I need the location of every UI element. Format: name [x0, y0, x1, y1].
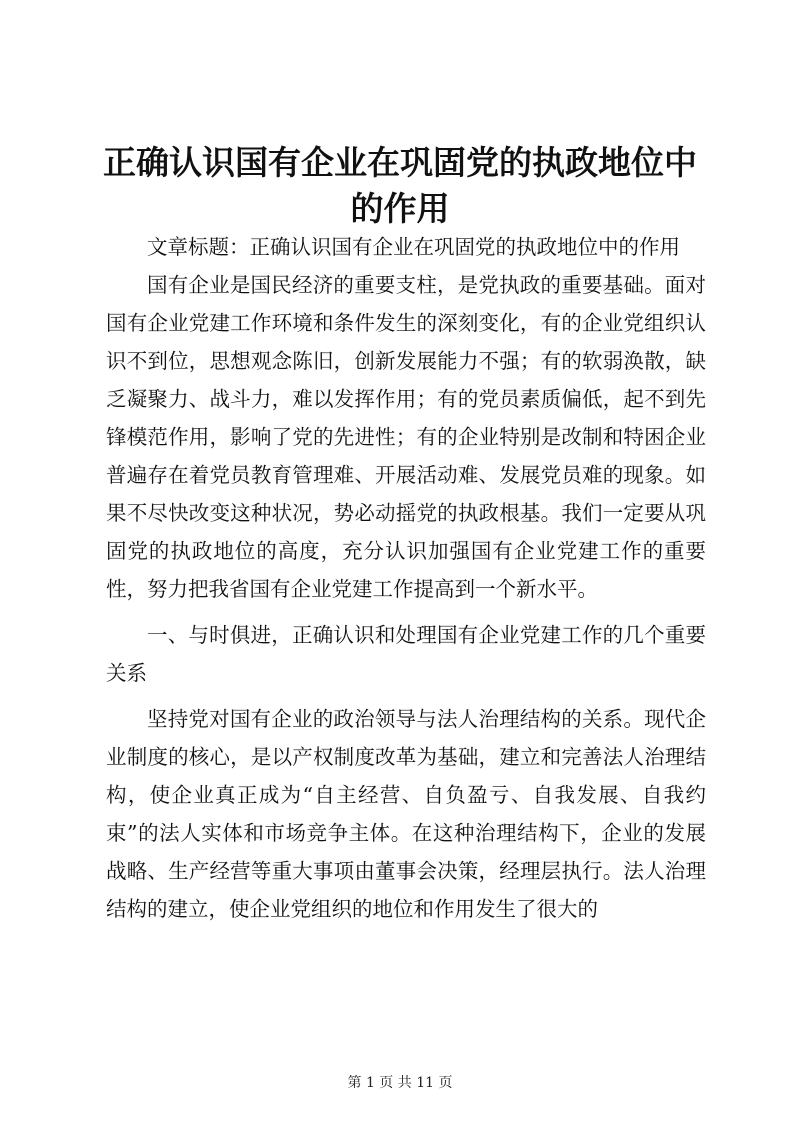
- page-number-footer: 第 1 页 共 11 页: [347, 1075, 453, 1091]
- document-body: [106, 228, 706, 928]
- document-title: 正确认识国有企业在巩固党的执政地位中的作用: [103, 143, 697, 228]
- intro-paragraph: 国有企业是国民经济的重要支柱，是党执政的重要基础。面对国有企业党建工作环境和条件发生的深刻变化，有的企业党组织认识不到位，思想观念陈旧，创新发展能力不强；有的软弱涣散，缺乏凝聚力、战斗力，难以发挥作用；有的党员素质偏低，起不到先锋模范作用，影响了党的先进性；有的企业特别是改制和特困企业普遍存在着党员教育管理难、开展活动难、发展党员难的现象。如果不尽快改变这种状况，势必动摇党的执政根基。我们一定要从巩固党的执政地位的高度，充分认识加强国有企业党建工作的重要性，努力把我省国有企业党建工作提高到一个新水平。: [106, 273, 706, 601]
- article-title-line: 文章标题：正确认识国有企业在巩固党的执政地位中的作用: [147, 235, 680, 259]
- section-heading: 一、与时俱进，正确认识和处理国有企业党建工作的几个重要关系: [106, 623, 706, 685]
- section-paragraph: 坚持党对国有企业的政治领导与法人治理结构的关系。现代企业制度的核心，是以产权制度改革为基础，建立和完善法人治理结构，使企业真正成为“自主经营、自负盈亏、自我发展、自我约束”的法人实体和市场竞争主体。在这种治理结构下，企业的发展战略、生产经营等重大事项由董事会决策，经理层执行。法人治理结构的建立，使企业党组织的地位和作用发生了很大的: [106, 707, 706, 921]
